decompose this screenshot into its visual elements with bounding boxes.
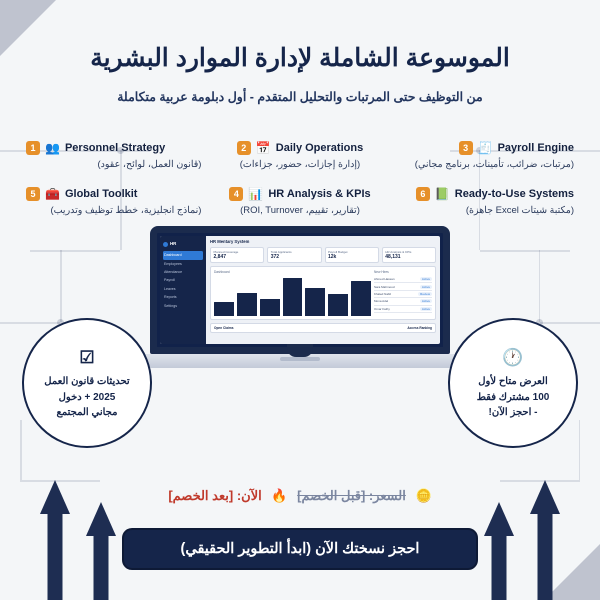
receipt-icon: 🧾 [477,140,493,155]
kpi-label: Total Applicants [270,250,292,255]
feature-item-1 [22,141,205,172]
circuit-line [579,420,581,480]
bubble-line-3: مجاني المجتمع [56,407,118,419]
sidebar-item-label: Employees [164,261,182,266]
checkbox-icon: ☑ [79,348,95,368]
status-badge: Active [421,299,430,304]
list-item [374,291,432,298]
chart-bar [260,299,280,316]
chart-bar [214,302,234,316]
laptop-mockup [150,226,450,368]
circuit-line [539,250,541,322]
bar-chart [214,270,371,316]
chart-bar [351,281,371,316]
calendar-icon: 📅 [255,140,271,155]
list-item-name: Ahmed Hassan [374,277,395,282]
kpi-label: Planned Coverage [213,250,239,255]
dashboard-chart-card [210,266,436,320]
chart-title: Dashboard [214,270,230,275]
sidebar-item-label: Payroll [164,278,175,283]
bubble-line-1: تحديثات قانون العمل [44,376,130,388]
kpi-value: 2,847 [213,254,227,261]
sidebar-item-label: Leaves [164,286,176,291]
kpi-card [267,247,321,263]
kpi-card [382,247,436,263]
dashboard-logo [163,240,203,248]
feature-badge: 1 [26,141,40,155]
list-item-name: Omar Fathy [374,306,390,311]
price-row [0,488,600,504]
feature-desc: (إدارة إجازات، حضور، جزاءات) [239,158,361,170]
feature-title: Ready-to-Use Systems [454,188,574,201]
feature-badge: 5 [26,187,40,201]
offer-bubble-limited-seats [448,318,578,448]
sidebar-item-settings[interactable] [163,302,203,310]
chart-bar [328,294,348,316]
decorative-arrow [86,502,116,600]
cta-button[interactable]: احجز نسختك الآن (ابدأ التطوير الحقيقي) [122,528,478,570]
chart-bar [283,278,303,316]
list-item [374,283,432,290]
feature-grid [0,141,600,219]
status-badge: Active [421,284,430,289]
page-title: الموسوعة الشاملة لإدارة الموارد البشرية [90,44,510,72]
feature-item-5 [22,187,205,218]
circuit-line [20,420,22,480]
circuit-line [0,322,60,324]
new-hires-list [374,270,432,316]
chart-icon: 📊 [248,187,264,202]
kpi-card [325,247,379,263]
list-item [374,298,432,305]
feature-item-6 [395,187,578,218]
chart-bars [214,276,371,316]
list-title: New Hires [374,270,389,275]
bubble-line-1: العرض متاح لأول [478,376,548,388]
kpi-value: 372 [270,254,280,261]
dashboard-sidebar [160,236,206,344]
sidebar-item-label: Settings [164,303,177,308]
toolbox-icon: 🧰 [45,187,60,202]
spreadsheet-icon: 📗 [434,187,450,202]
circuit-line [540,322,600,324]
bubble-line-2: 2025 + دخول [58,391,116,403]
dashboard-logo-label: HR [170,241,177,247]
feature-title: Personnel Strategy [64,141,166,154]
chart-bar [237,293,257,316]
sidebar-item-label: Reports [164,295,177,300]
bubble-line-3: - احجز الآن! [488,407,538,419]
sidebar-item-employees[interactable] [163,260,203,268]
coin-icon: 🪙 [415,488,432,503]
feature-desc: (تقارير، تقييم، ROI, Turnover) [240,205,360,217]
clock-icon: 🕐 [502,348,524,368]
list-item [374,276,432,283]
feature-item-3 [395,141,578,172]
feature-title: Daily Operations [275,141,364,154]
status-badge: Review [420,291,430,296]
price-after-discount: الآن: [بعد الخصم] [168,488,262,503]
feature-title: Global Toolkit [64,188,138,201]
footer-left-label: Open Claims [214,326,234,331]
offer-bubble-law-updates [22,318,152,448]
laptop-touchpad [280,357,320,361]
sidebar-item-label: Attendance [164,270,183,275]
list-item-name: Khaled Nabil [374,291,392,296]
feature-badge: 4 [229,187,243,201]
circuit-line [30,250,120,252]
feature-item-4 [208,187,391,218]
sidebar-item-dashboard[interactable] [163,251,203,259]
circuit-line [60,250,62,322]
feature-title: Payroll Engine [497,141,574,154]
kpi-value: 48,131 [385,254,401,261]
kpi-label: Payroll Budget [328,250,348,255]
list-item-name: Mona Adel [374,299,389,304]
list-item-name: Sara Mahmoud [374,284,395,289]
feature-desc: (نماذج انجليزية، خطط توظيف وتدريب) [50,205,202,217]
dashboard-title: HR Mentary System [210,239,250,245]
dashboard-footer-card [210,323,436,333]
circuit-line [480,250,570,252]
sidebar-item-leaves[interactable] [163,285,203,293]
bubble-line-2: 100 مشترك فقط [476,391,550,403]
feature-desc: (قانون العمل، لوائح، عقود) [97,158,202,170]
fire-icon: 🔥 [271,488,288,503]
status-badge: Active [421,277,430,282]
price-before-discount: السعر: [قبل الخصم] [297,488,406,503]
sidebar-item-label: Dashboard [164,253,182,258]
people-icon: 👥 [45,140,60,155]
header [0,0,600,107]
feature-title: HR Analysis & KPIs [268,188,371,201]
feature-badge: 2 [237,141,251,155]
dashboard-main [206,236,440,344]
kpi-label: HR Analysis & KPIs [385,250,412,255]
feature-desc: (مكتبة شيتات Excel جاهزة) [465,205,574,217]
sidebar-item-reports[interactable] [163,294,203,302]
laptop-base [130,354,470,368]
laptop-screen [150,226,450,354]
logo-dot-icon [163,242,168,247]
feature-badge: 3 [459,141,473,155]
decorative-arrow [484,502,514,600]
page-subtitle: من التوظيف حتى المرتبات والتحليل المتقدم - أول دبلومة عربية متكاملة [117,89,483,104]
kpi-card [210,247,264,263]
footer-right-label: Access Ranking [407,326,432,331]
feature-item-2 [208,141,391,172]
sidebar-item-attendance[interactable] [163,268,203,276]
laptop-notch [287,344,313,357]
sidebar-item-payroll[interactable] [163,277,203,285]
feature-badge: 6 [416,187,430,201]
list-item [374,306,432,313]
kpi-value: 12k [328,254,337,261]
status-badge: Active [421,306,430,311]
chart-bar [305,288,325,316]
feature-desc: (مرتبات، ضرائب، تأمينات، برنامج مجاني) [414,158,574,170]
kpi-row [210,247,436,263]
